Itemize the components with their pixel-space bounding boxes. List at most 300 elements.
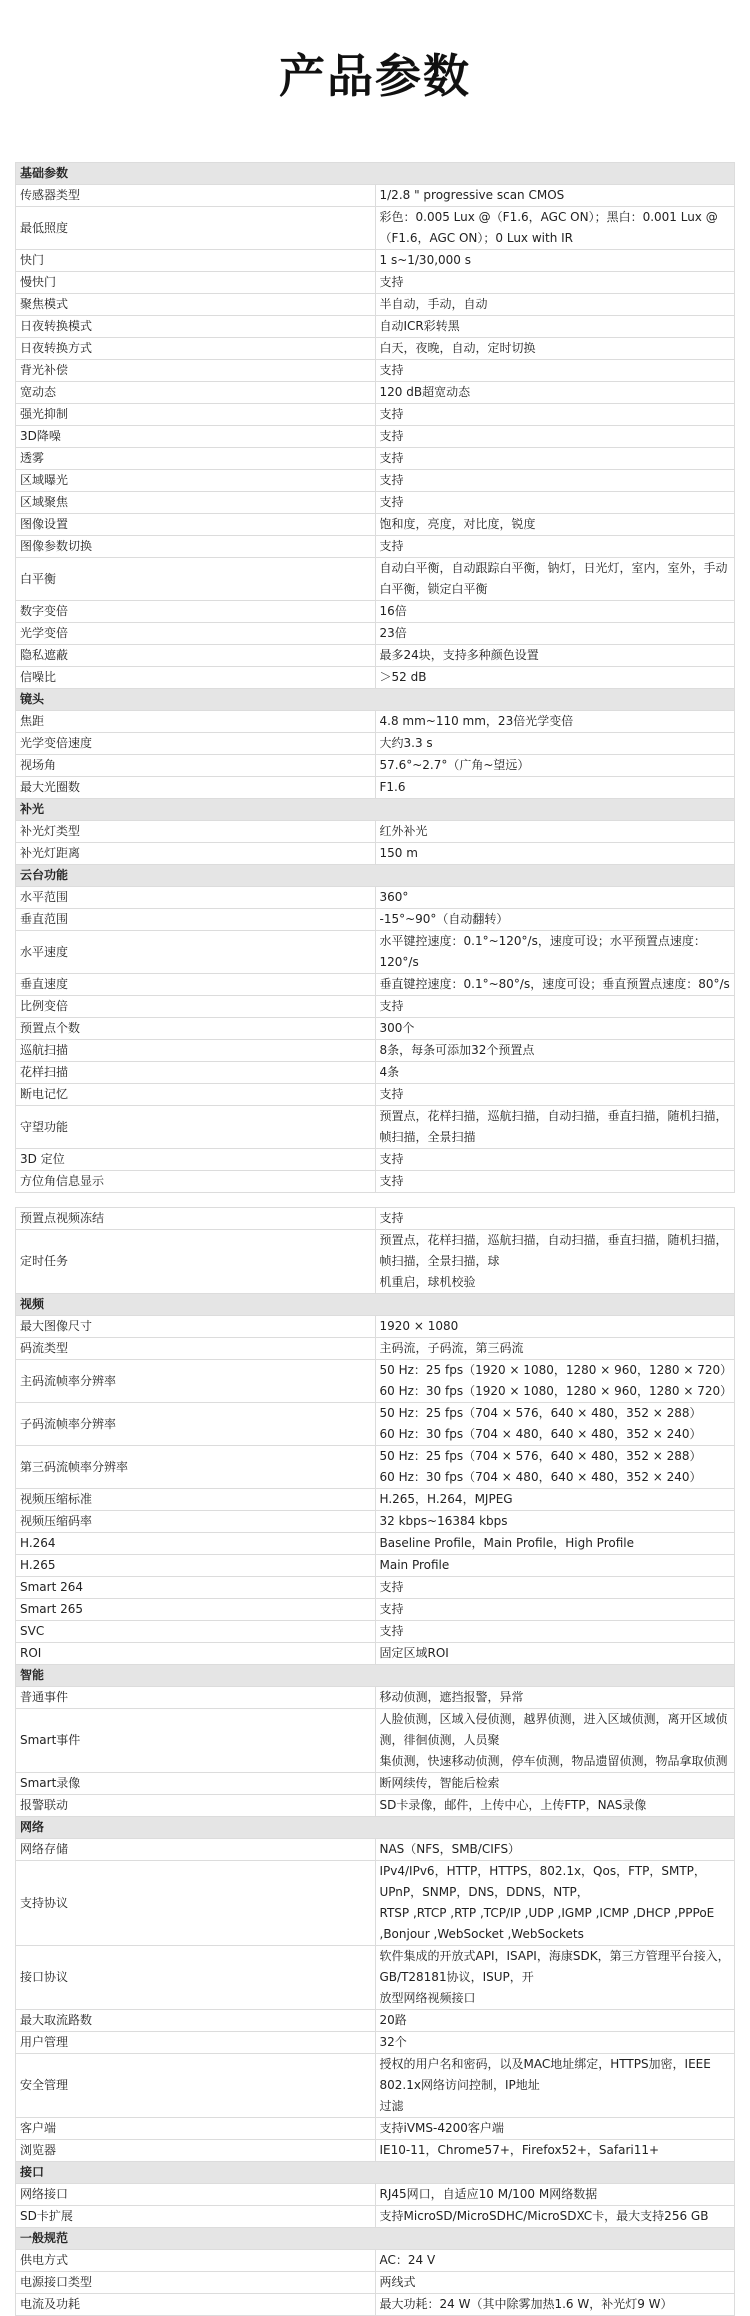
- spec-value: [375, 1773, 735, 1795]
- spec-value-line: RJ45网口，自适应10 M/100 M网络数据: [379, 2187, 598, 2201]
- spec-value: [375, 931, 735, 974]
- spec-value-line: 预置点，花样扫描，巡航扫描，自动扫描，垂直扫描，随机扫描，帧扫描，全景扫描: [379, 1109, 728, 1144]
- spec-key: 用户管理: [16, 2032, 376, 2054]
- spec-row: [16, 272, 735, 294]
- spec-key: 数字变倍: [16, 601, 376, 623]
- spec-value-line: 自动ICR彩转黑: [379, 319, 460, 333]
- spec-row: [16, 338, 735, 360]
- spec-row: [16, 667, 735, 689]
- spec-key: 水平范围: [16, 887, 376, 909]
- spec-value-line: Main Profile: [379, 1558, 450, 1572]
- spec-value-line: 支持: [379, 539, 404, 553]
- spec-key: 3D 定位: [16, 1149, 376, 1171]
- spec-value-line: 支持: [379, 495, 404, 509]
- section-title: 云台功能: [16, 865, 735, 887]
- spec-value: [375, 1018, 735, 1040]
- spec-table-body: [16, 163, 735, 2316]
- spec-row: [16, 645, 735, 667]
- spec-value: [375, 1360, 735, 1403]
- spec-row: [16, 996, 735, 1018]
- spec-value: [375, 2206, 735, 2228]
- spec-key: 图像参数切换: [16, 536, 376, 558]
- spec-key: 支持协议: [16, 1861, 376, 1946]
- spec-value-line: 支持: [379, 1087, 404, 1101]
- spec-value: [375, 1040, 735, 1062]
- spec-value-line: 32 kbps~16384 kbps: [379, 1514, 508, 1528]
- spec-row: [16, 185, 735, 207]
- section-header: [16, 2162, 735, 2184]
- spec-key: 预置点视频冻结: [16, 1208, 376, 1230]
- spec-value-line: 软件集成的开放式API，ISAPI，海康SDK，第三方管理平台接入，GB/T28181协议，ISUP，开: [379, 1949, 730, 1984]
- spec-key: 客户端: [16, 2118, 376, 2140]
- spec-value: [375, 272, 735, 294]
- spec-value-line: F1.6: [379, 780, 406, 794]
- spec-value-line: 支持MicroSD/MicroSDHC/MicroSDXC卡，最大支持256 GB: [379, 2209, 709, 2223]
- spec-value: [375, 909, 735, 931]
- spec-key: 网络存储: [16, 1839, 376, 1861]
- spec-value-line: IE10-11，Chrome57+，Firefox52+，Safari11+: [379, 2143, 660, 2157]
- section-header: [16, 1665, 735, 1687]
- spec-value-line: 50 Hz：25 fps（704 × 576，640 × 480，352 × 288）: [379, 1449, 702, 1463]
- spec-value-line: 垂直键控速度：0.1°~80°/s，速度可设；垂直预置点速度：80°/s: [379, 977, 730, 991]
- spec-row: [16, 1511, 735, 1533]
- spec-row: [16, 1208, 735, 1230]
- spec-value: [375, 645, 735, 667]
- spec-value-line: SD卡录像，邮件，上传中心，上传FTP，NAS录像: [379, 1798, 647, 1812]
- spec-value: [375, 1709, 735, 1773]
- spec-key: 强光抑制: [16, 404, 376, 426]
- spec-key: 定时任务: [16, 1230, 376, 1294]
- spec-value: [375, 2010, 735, 2032]
- spec-row: [16, 1446, 735, 1489]
- spec-value-line: AC：24 V: [379, 2253, 436, 2267]
- spec-value-line: Baseline Profile，Main Profile，High Profile: [379, 1536, 634, 1550]
- spec-row: [16, 1687, 735, 1709]
- spec-value: [375, 2054, 735, 2118]
- spec-value: [375, 294, 735, 316]
- spec-value-line: 彩色：0.005 Lux @（F1.6，AGC ON）；黑白：0.001 Lux @（F1.6，AGC ON）；0 Lux with IR: [379, 210, 718, 245]
- spec-key: 区域曝光: [16, 470, 376, 492]
- spec-value: [375, 404, 735, 426]
- spec-value: [375, 1621, 735, 1643]
- spec-key: 宽动态: [16, 382, 376, 404]
- spec-value: [375, 711, 735, 733]
- spec-row: [16, 1338, 735, 1360]
- spec-row: [16, 1230, 735, 1294]
- spec-value-line: 集侦测，快速移动侦测，停车侦测，物品遗留侦测，物品拿取侦测: [379, 1754, 728, 1768]
- spec-value-line: 23倍: [379, 626, 407, 640]
- section-title: 基础参数: [16, 163, 735, 185]
- spec-value: [375, 1489, 735, 1511]
- spec-value: [375, 338, 735, 360]
- spec-value: [375, 382, 735, 404]
- spec-key: 背光补偿: [16, 360, 376, 382]
- spec-row: [16, 909, 735, 931]
- spec-value: [375, 470, 735, 492]
- spec-key: 水平速度: [16, 931, 376, 974]
- spec-key: 守望功能: [16, 1106, 376, 1149]
- spec-value: [375, 1577, 735, 1599]
- spec-value-line: 1 s~1/30,000 s: [379, 253, 471, 267]
- spec-row: [16, 404, 735, 426]
- spec-key: 补光灯距离: [16, 843, 376, 865]
- spec-value: [375, 492, 735, 514]
- spec-value-line: 50 Hz：25 fps（1920 × 1080，1280 × 960，1280 × 720）: [379, 1363, 733, 1377]
- spec-value-line: 1920 × 1080: [379, 1319, 459, 1333]
- spec-value-line: 过滤: [379, 2099, 404, 2113]
- spec-value: [375, 1839, 735, 1861]
- spec-row: [16, 1149, 735, 1171]
- spec-key: 垂直速度: [16, 974, 376, 996]
- spec-row: [16, 1709, 735, 1773]
- spec-key: 日夜转换模式: [16, 316, 376, 338]
- spec-value-line: 支持: [379, 451, 404, 465]
- spec-value-line: 60 Hz：30 fps（704 × 480，640 × 480，352 × 240）: [379, 1427, 702, 1441]
- spec-table-container: [15, 162, 735, 2316]
- spec-value-line: 1/2.8 " progressive scan CMOS: [379, 188, 565, 202]
- spec-value-line: 授权的用户名和密码，以及MAC地址绑定，HTTPS加密，IEEE 802.1x网络访问控制，IP地址: [379, 2057, 711, 2092]
- spec-row: [16, 1621, 735, 1643]
- spec-row: [16, 755, 735, 777]
- spec-table: [15, 162, 735, 2316]
- spec-value-line: ＞52 dB: [379, 670, 427, 684]
- spec-row: [16, 2118, 735, 2140]
- spec-value: [375, 1171, 735, 1193]
- spec-key: SD卡扩展: [16, 2206, 376, 2228]
- section-header: [16, 865, 735, 887]
- spec-value: [375, 448, 735, 470]
- spec-key: 视场角: [16, 755, 376, 777]
- spec-value-line: 支持: [379, 473, 404, 487]
- spec-row: [16, 1040, 735, 1062]
- spec-key: 花样扫描: [16, 1062, 376, 1084]
- spec-row: [16, 2206, 735, 2228]
- spec-value: [375, 2140, 735, 2162]
- spec-key: 最大取流路数: [16, 2010, 376, 2032]
- spec-key: 网络接口: [16, 2184, 376, 2206]
- spec-value: [375, 1316, 735, 1338]
- section-title: 补光: [16, 799, 735, 821]
- spec-value-line: IPv4/IPv6，HTTP，HTTPS，802.1x，Qos，FTP，SMTP，UPnP，SNMP，DNS，DDNS，NTP，: [379, 1864, 706, 1899]
- spec-row: [16, 2140, 735, 2162]
- spec-row: [16, 426, 735, 448]
- spec-value-line: 300个: [379, 1021, 415, 1035]
- spec-value-line: -15°~90°（自动翻转）: [379, 912, 509, 926]
- section-title: 网络: [16, 1817, 735, 1839]
- spec-row: [16, 1018, 735, 1040]
- spec-row: [16, 843, 735, 865]
- spec-value-line: 大约3.3 s: [379, 736, 433, 750]
- spec-key: 比例变倍: [16, 996, 376, 1018]
- section-header: [16, 2228, 735, 2250]
- spec-key: 3D降噪: [16, 426, 376, 448]
- spec-value: [375, 2272, 735, 2294]
- section-title: 镜头: [16, 689, 735, 711]
- spec-key: H.265: [16, 1555, 376, 1577]
- spec-value: [375, 1446, 735, 1489]
- spec-value-line: 支持: [379, 1602, 404, 1616]
- spec-value: [375, 1533, 735, 1555]
- spec-value-line: 支持: [379, 1152, 404, 1166]
- spec-row: [16, 2294, 735, 2316]
- spec-value: [375, 974, 735, 996]
- spec-key: 子码流帧率分辨率: [16, 1403, 376, 1446]
- spec-row: [16, 2250, 735, 2272]
- spec-row: [16, 207, 735, 250]
- spec-value: [375, 207, 735, 250]
- spec-value-line: 最大功耗：24 W（其中除雾加热1.6 W，补光灯9 W）: [379, 2297, 673, 2311]
- spec-value: [375, 2118, 735, 2140]
- spec-key: 第三码流帧率分辨率: [16, 1446, 376, 1489]
- spec-value-line: 主码流，子码流，第三码流: [379, 1341, 524, 1355]
- spec-value: [375, 514, 735, 536]
- spec-key: 图像设置: [16, 514, 376, 536]
- spec-row: [16, 777, 735, 799]
- spec-key: 光学变倍速度: [16, 733, 376, 755]
- spec-key: 方位角信息显示: [16, 1171, 376, 1193]
- spec-key: 普通事件: [16, 1687, 376, 1709]
- spec-key: 快门: [16, 250, 376, 272]
- gap-cell: [16, 1193, 735, 1208]
- spec-value-line: 8条，每条可添加32个预置点: [379, 1043, 535, 1057]
- spec-row: [16, 1360, 735, 1403]
- spec-value-line: 支持: [379, 363, 404, 377]
- spec-key: 最大图像尺寸: [16, 1316, 376, 1338]
- spec-row: [16, 1171, 735, 1193]
- spec-row: [16, 1062, 735, 1084]
- spec-value-line: H.265，H.264，MJPEG: [379, 1492, 513, 1506]
- spec-value: [375, 360, 735, 382]
- page-title: 产品参数: [279, 49, 471, 103]
- spec-row: [16, 492, 735, 514]
- spec-key: 白平衡: [16, 558, 376, 601]
- spec-key: 信噪比: [16, 667, 376, 689]
- spec-value: [375, 1795, 735, 1817]
- spec-key: 巡航扫描: [16, 1040, 376, 1062]
- spec-row: [16, 514, 735, 536]
- spec-value-line: 16倍: [379, 604, 407, 618]
- spec-value: [375, 1861, 735, 1946]
- spec-value: [375, 1555, 735, 1577]
- spec-row: [16, 470, 735, 492]
- spec-value-line: 150 m: [379, 846, 418, 860]
- section-title: 接口: [16, 2162, 735, 2184]
- spec-value: [375, 821, 735, 843]
- spec-value-line: 固定区域ROI: [379, 1646, 449, 1660]
- spec-value-line: 57.6°~2.7°（广角~望远）: [379, 758, 530, 772]
- section-header: [16, 163, 735, 185]
- spec-value-line: 机重启，球机校验: [379, 1275, 476, 1289]
- spec-key: 日夜转换方式: [16, 338, 376, 360]
- spec-key: 最低照度: [16, 207, 376, 250]
- spec-key: Smart事件: [16, 1709, 376, 1773]
- section-title: 智能: [16, 1665, 735, 1687]
- section-title: 视频: [16, 1294, 735, 1316]
- spec-row: [16, 1489, 735, 1511]
- spec-row: [16, 733, 735, 755]
- spec-row: [16, 2054, 735, 2118]
- spec-value: [375, 1403, 735, 1446]
- spec-value: [375, 1084, 735, 1106]
- spec-row: [16, 294, 735, 316]
- spec-value: [375, 887, 735, 909]
- spec-value-line: 放型网络视频接口: [379, 1991, 476, 2005]
- spec-value-line: 最多24块，支持多种颜色设置: [379, 648, 539, 662]
- spec-key: 预置点个数: [16, 1018, 376, 1040]
- spec-value: [375, 1106, 735, 1149]
- spec-key: 最大光圈数: [16, 777, 376, 799]
- spec-row: [16, 316, 735, 338]
- spec-value: [375, 2184, 735, 2206]
- spec-value: [375, 996, 735, 1018]
- spec-key: 隐私遮蔽: [16, 645, 376, 667]
- spec-row: [16, 1106, 735, 1149]
- spec-value: [375, 316, 735, 338]
- spec-value-line: 红外补光: [379, 824, 428, 838]
- spec-key: 视频压缩标准: [16, 1489, 376, 1511]
- spec-row: [16, 536, 735, 558]
- spec-row: [16, 2032, 735, 2054]
- section-header: [16, 799, 735, 821]
- spec-value: [375, 558, 735, 601]
- spec-value-line: 半自动，手动，自动: [379, 297, 488, 311]
- spec-value: [375, 1230, 735, 1294]
- spec-row: [16, 2184, 735, 2206]
- spec-value-line: 60 Hz：30 fps（704 × 480，640 × 480，352 × 240）: [379, 1470, 702, 1484]
- spec-value-line: 120 dB超宽动态: [379, 385, 471, 399]
- spec-row: [16, 931, 735, 974]
- spec-key: 光学变倍: [16, 623, 376, 645]
- spec-row: [16, 360, 735, 382]
- spec-value: [375, 1062, 735, 1084]
- spec-value: [375, 1946, 735, 2010]
- spec-key: 补光灯类型: [16, 821, 376, 843]
- spec-value: [375, 2250, 735, 2272]
- spec-key: 码流类型: [16, 1338, 376, 1360]
- spec-value-line: 支持: [379, 407, 404, 421]
- spec-value-line: 4条: [379, 1065, 400, 1079]
- spec-value-line: NAS（NFS，SMB/CIFS）: [379, 1842, 521, 1856]
- spec-value: [375, 1338, 735, 1360]
- spec-value-line: 支持: [379, 1211, 404, 1225]
- section-header: [16, 1817, 735, 1839]
- spec-row: [16, 1795, 735, 1817]
- spec-value: [375, 1149, 735, 1171]
- spec-value: [375, 623, 735, 645]
- spec-row: [16, 558, 735, 601]
- spec-value: [375, 536, 735, 558]
- spec-value: [375, 2032, 735, 2054]
- spec-key: 供电方式: [16, 2250, 376, 2272]
- spec-key: 电源接口类型: [16, 2272, 376, 2294]
- spec-key: 主码流帧率分辨率: [16, 1360, 376, 1403]
- spec-key: SVC: [16, 1621, 376, 1643]
- spec-value-line: 支持: [379, 429, 404, 443]
- section-header: [16, 689, 735, 711]
- spec-value: [375, 1208, 735, 1230]
- spec-value-line: 饱和度，亮度，对比度，锐度: [379, 517, 536, 531]
- spec-row: [16, 711, 735, 733]
- spec-value: [375, 755, 735, 777]
- spec-value-line: 32个: [379, 2035, 407, 2049]
- section-title: 一般规范: [16, 2228, 735, 2250]
- section-gap: [16, 1193, 735, 1208]
- spec-value-line: 自动白平衡，自动跟踪白平衡，钠灯，日光灯，室内，室外，手动白平衡，锁定白平衡: [379, 561, 728, 596]
- spec-value: [375, 2294, 735, 2316]
- spec-key: 传感器类型: [16, 185, 376, 207]
- spec-value-line: 支持: [379, 275, 404, 289]
- spec-key: ROI: [16, 1643, 376, 1665]
- spec-row: [16, 1839, 735, 1861]
- spec-key: 区域聚焦: [16, 492, 376, 514]
- spec-row: [16, 2010, 735, 2032]
- spec-key: 浏览器: [16, 2140, 376, 2162]
- spec-value: [375, 250, 735, 272]
- spec-key: 视频压缩码率: [16, 1511, 376, 1533]
- spec-value: [375, 426, 735, 448]
- spec-row: [16, 1861, 735, 1946]
- spec-value-line: 移动侦测，遮挡报警，异常: [379, 1690, 524, 1704]
- spec-key: 聚焦模式: [16, 294, 376, 316]
- spec-row: [16, 1403, 735, 1446]
- spec-row: [16, 887, 735, 909]
- spec-value-line: 两线式: [379, 2275, 416, 2289]
- spec-value: [375, 185, 735, 207]
- spec-value-line: 50 Hz：25 fps（704 × 576，640 × 480，352 × 288）: [379, 1406, 702, 1420]
- spec-value-line: 人脸侦测，区域入侵侦测，越界侦测，进入区域侦测，离开区域侦测，徘徊侦测，人员聚: [379, 1712, 728, 1747]
- spec-row: [16, 2272, 735, 2294]
- spec-value: [375, 1687, 735, 1709]
- section-header: [16, 1294, 735, 1316]
- spec-key: 垂直范围: [16, 909, 376, 931]
- spec-key: 电流及功耗: [16, 2294, 376, 2316]
- spec-key: 安全管理: [16, 2054, 376, 2118]
- spec-value-line: 支持: [379, 1580, 404, 1594]
- spec-value-line: 支持: [379, 1624, 404, 1638]
- spec-row: [16, 382, 735, 404]
- spec-value: [375, 667, 735, 689]
- spec-value-line: RTSP ,RTCP ,RTP ,TCP/IP ,UDP ,IGMP ,ICMP ,DHCP ,PPPoE ,Bonjour ,WebSocket ,WebSockets: [379, 1906, 715, 1941]
- spec-row: [16, 1599, 735, 1621]
- spec-value-line: 4.8 mm~110 mm，23倍光学变倍: [379, 714, 574, 728]
- spec-value-line: 水平键控速度：0.1°~120°/s，速度可设；水平预置点速度：120°/s: [379, 934, 706, 969]
- spec-key: H.264: [16, 1533, 376, 1555]
- spec-key: 慢快门: [16, 272, 376, 294]
- spec-row: [16, 623, 735, 645]
- spec-row: [16, 821, 735, 843]
- spec-row: [16, 601, 735, 623]
- spec-value: [375, 601, 735, 623]
- spec-value: [375, 777, 735, 799]
- spec-row: [16, 1533, 735, 1555]
- spec-value-line: 断网续传，智能后检索: [379, 1776, 500, 1790]
- spec-row: [16, 1084, 735, 1106]
- spec-value: [375, 1643, 735, 1665]
- spec-value-line: 支持: [379, 999, 404, 1013]
- spec-value: [375, 843, 735, 865]
- spec-key: Smart 264: [16, 1577, 376, 1599]
- spec-value: [375, 733, 735, 755]
- spec-row: [16, 250, 735, 272]
- spec-key: 报警联动: [16, 1795, 376, 1817]
- spec-value-line: 白天，夜晚，自动，定时切换: [379, 341, 536, 355]
- spec-key: 接口协议: [16, 1946, 376, 2010]
- spec-row: [16, 1946, 735, 2010]
- spec-key: Smart 265: [16, 1599, 376, 1621]
- spec-key: Smart录像: [16, 1773, 376, 1795]
- spec-value-line: 支持iVMS-4200客户端: [379, 2121, 504, 2135]
- spec-key: 透雾: [16, 448, 376, 470]
